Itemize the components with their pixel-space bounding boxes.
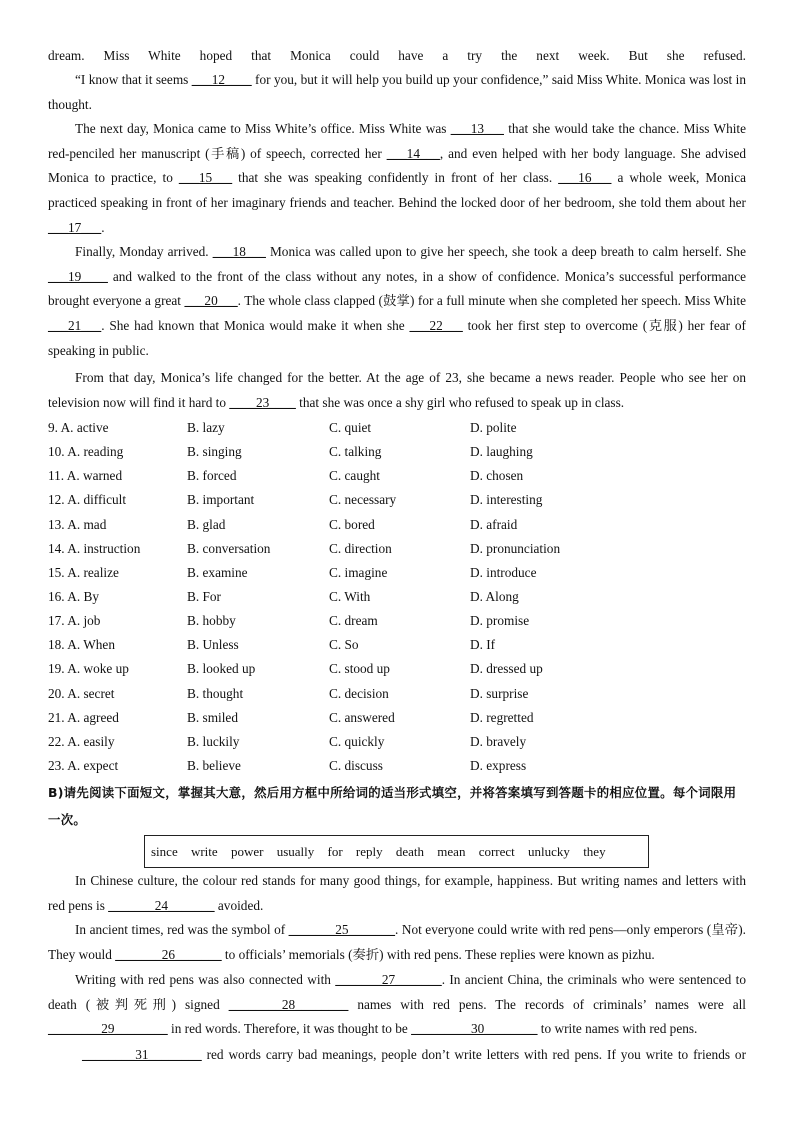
text: . She had known that Monica would make it when she: [101, 318, 410, 334]
blank-23[interactable]: ____23____: [229, 394, 296, 410]
blank-13[interactable]: ___13___: [450, 121, 504, 136]
word-box-item: power: [230, 844, 264, 859]
blank-29[interactable]: ________29________: [48, 1021, 168, 1037]
option-c[interactable]: C. dream: [329, 613, 378, 629]
option-a[interactable]: 14. A. instruction: [48, 540, 141, 556]
option-d[interactable]: D. afraid: [470, 516, 518, 532]
option-c[interactable]: C. decision: [329, 685, 389, 701]
text: and walked to the front of the class without any notes, in a show of confidence. Monica’s successful performance brought everyone a great: [48, 268, 746, 309]
option-a[interactable]: 15. A. realize: [48, 564, 119, 580]
paragraph-1: [48, 68, 746, 117]
option-d[interactable]: D. Along: [470, 588, 519, 604]
option-d[interactable]: D. laughing: [470, 444, 533, 460]
word-box: [144, 835, 649, 868]
blank-31[interactable]: ________31________: [82, 1047, 202, 1062]
option-b[interactable]: B. examine: [187, 564, 248, 580]
option-c[interactable]: C. quickly: [329, 733, 385, 749]
text: avoided.: [214, 897, 264, 913]
option-a[interactable]: 10. A. reading: [48, 444, 124, 460]
option-c[interactable]: C. imagine: [329, 564, 388, 580]
text: The next day, Monica came to Miss White’s office. Miss White was: [75, 121, 451, 136]
word-box-item: mean: [437, 844, 466, 859]
word-box-item: reply: [355, 844, 383, 859]
blank-21[interactable]: ___21___: [48, 318, 102, 334]
option-b[interactable]: B. thought: [187, 685, 244, 701]
option-b[interactable]: B. luckily: [187, 733, 240, 749]
option-c[interactable]: C. With: [329, 588, 371, 604]
text: took her first step to overcome (克服) her fear of speaking in public.: [48, 318, 746, 358]
option-row: [48, 585, 746, 609]
option-c[interactable]: C. caught: [329, 468, 380, 484]
option-d[interactable]: D. express: [470, 757, 527, 773]
option-row: [48, 440, 746, 464]
blank-26[interactable]: _______26_______: [115, 946, 222, 962]
text: names with red pens. The records of criminals’ names were all: [348, 996, 746, 1012]
option-row: [48, 730, 746, 754]
option-c[interactable]: C. bored: [329, 516, 375, 532]
option-row: [48, 537, 746, 561]
text: . The whole class clapped (鼓掌) for a full minute when she completed her speech. Miss White: [237, 293, 746, 309]
option-c[interactable]: C. quiet: [329, 420, 372, 435]
blank-19[interactable]: ___19____: [48, 268, 108, 284]
option-c[interactable]: C. necessary: [329, 492, 397, 508]
option-b[interactable]: B. smiled: [187, 709, 238, 725]
option-row: [48, 633, 746, 657]
text: dream. Miss White hoped that Monica could have a try the next week. But she refused.: [48, 48, 746, 63]
option-a[interactable]: 13. A. mad: [48, 516, 107, 532]
option-row: [48, 488, 746, 512]
text: to officials’ memorials (奏折) with red pens. These replies were known as pizhu.: [221, 946, 655, 962]
option-a[interactable]: 23. A. expect: [48, 757, 119, 773]
option-b[interactable]: B. important: [187, 492, 255, 508]
option-row: [48, 657, 746, 681]
blank-27[interactable]: _______27_______: [335, 972, 442, 987]
option-d[interactable]: D. chosen: [470, 468, 524, 484]
text: a whole week, Monica practiced speaking in front of her imaginary friends and teacher. Behind the locked door of her bedroom, she told them about her: [48, 170, 746, 211]
option-d[interactable]: D. promise: [470, 613, 530, 629]
word-box-item: death: [395, 844, 425, 859]
section-b-instruction: B)请先阅读下面短文，掌握其大意，然后用方框中所给词的适当形式填空，并将答案填写到答题卡的相应位置。每个词限用一次。: [48, 785, 737, 827]
text: .: [101, 219, 105, 235]
blank-15[interactable]: ___15___: [178, 170, 233, 186]
text: in red words. Therefore, it was thought to be: [167, 1021, 412, 1037]
option-a[interactable]: 11. A. warned: [48, 468, 123, 484]
text: . Not everyone could write with red pens—only emperors (皇帝). They would: [48, 922, 747, 962]
blank-20[interactable]: ___20___: [184, 293, 238, 309]
option-row: [48, 416, 746, 440]
text: Writing with red pens was also connected with: [75, 972, 336, 987]
paragraph-b-1: [48, 869, 746, 918]
options-list: [48, 416, 746, 778]
option-d[interactable]: D. If: [470, 637, 496, 653]
paragraph-4: [48, 366, 746, 415]
option-a[interactable]: 12. A. difficult: [48, 492, 127, 508]
text: that she was speaking confidently in front of her class.: [232, 170, 559, 186]
option-a[interactable]: 21. A. agreed: [48, 709, 119, 725]
option-d[interactable]: D. surprise: [470, 685, 529, 701]
text: From that day, Monica’s life changed for the better. At the age of 23, she became a news reader. People who see her on television now will find it hard to: [48, 370, 746, 410]
option-row: [48, 754, 746, 778]
option-row: [48, 561, 746, 585]
option-a[interactable]: 19. A. woke up: [48, 661, 129, 677]
text: that she would take the chance. Miss White red-penciled her manuscript (手稿) of speech, corrected her: [48, 121, 747, 161]
blank-18[interactable]: ___18___: [212, 244, 266, 259]
option-b[interactable]: B. lazy: [187, 420, 225, 435]
text: red words carry bad meanings, people don’t write letters with red pens. If you write to friends or: [201, 1047, 746, 1062]
option-a[interactable]: 16. A. By: [48, 588, 99, 604]
option-d[interactable]: D. dressed up: [470, 661, 543, 677]
option-c[interactable]: C. answered: [329, 709, 395, 725]
option-c[interactable]: C. stood up: [329, 661, 390, 677]
word-box-item: write: [190, 844, 218, 859]
paragraph-0: [48, 44, 746, 69]
blank-30[interactable]: _________30________: [411, 1021, 538, 1037]
text: “I know that it seems: [75, 72, 192, 87]
blank-16[interactable]: ___16___: [558, 170, 612, 186]
paragraph-b-4: [48, 1043, 746, 1068]
option-c[interactable]: C. discuss: [329, 757, 383, 773]
option-b[interactable]: B. forced: [187, 468, 237, 484]
paragraph-2: [48, 117, 746, 241]
blank-17[interactable]: ___17___: [48, 219, 102, 235]
option-a[interactable]: 22. A. easily: [48, 733, 115, 749]
option-b[interactable]: B. conversation: [187, 540, 271, 556]
word-box-item: for: [327, 844, 343, 859]
blank-28[interactable]: ________28________: [228, 996, 349, 1012]
option-b[interactable]: B. glad: [187, 516, 226, 532]
option-d[interactable]: D. regretted: [470, 709, 534, 725]
option-b[interactable]: B. singing: [187, 444, 242, 460]
option-b[interactable]: B. Unless: [187, 637, 239, 653]
word-box-item: correct: [478, 844, 515, 859]
option-b[interactable]: B. hobby: [187, 613, 236, 629]
word-box-item: unlucky: [528, 844, 570, 859]
blank-24[interactable]: _______24_______: [108, 897, 215, 913]
option-c[interactable]: C. direction: [329, 540, 392, 556]
blank-12[interactable]: ___12____: [191, 72, 252, 87]
option-d[interactable]: D. pronunciation: [470, 540, 561, 556]
option-b[interactable]: B. looked up: [187, 661, 256, 677]
paragraph-3: [48, 240, 746, 364]
option-d[interactable]: D. interesting: [470, 492, 543, 508]
text: for you, but it will help you build up your confidence,” said Miss White. Monica was lost in thought.: [48, 72, 747, 112]
text: , and even helped with her body language. She advised Monica to practice, to: [48, 145, 747, 186]
text: to write names with red pens.: [537, 1021, 698, 1037]
text: Finally, Monday arrived.: [75, 244, 213, 259]
word-box-item: usually: [276, 844, 315, 859]
blank-14[interactable]: ___14___: [386, 145, 440, 161]
text: that she was once a shy girl who refused to speak up in class.: [295, 394, 625, 410]
option-d[interactable]: D. polite: [470, 420, 517, 435]
option-a[interactable]: 9. A. active: [48, 420, 109, 435]
text: Monica was called upon to give her speech, she took a deep breath to calm herself. She: [265, 244, 746, 259]
text: . In ancient China, the criminals who were sentenced to death (被判死刑) signed: [48, 972, 746, 1012]
option-d[interactable]: D. introduce: [470, 564, 537, 580]
option-row: [48, 682, 746, 706]
paragraph-b-2: [48, 918, 746, 967]
text: In ancient times, red was the symbol of: [75, 922, 289, 937]
option-a[interactable]: 20. A. secret: [48, 685, 115, 701]
option-b[interactable]: B. believe: [187, 757, 241, 773]
blank-25[interactable]: _______25_______: [288, 922, 396, 937]
option-a[interactable]: 17. A. job: [48, 613, 101, 629]
option-c[interactable]: C. So: [329, 637, 359, 653]
word-box-item: they: [583, 844, 606, 859]
option-row: [48, 513, 746, 537]
blank-22[interactable]: ___22___: [409, 318, 463, 334]
option-a[interactable]: 18. A. When: [48, 637, 115, 653]
word-box-item: since: [151, 844, 178, 859]
option-c[interactable]: C. talking: [329, 444, 382, 460]
option-d[interactable]: D. bravely: [470, 733, 527, 749]
option-row: [48, 706, 746, 730]
paragraph-b-3: [48, 968, 746, 1042]
text: In Chinese culture, the colour red stands for many good things, for example, happiness. But writing names and letters with red pens is: [48, 873, 746, 913]
option-row: [48, 464, 746, 488]
option-b[interactable]: B. For: [187, 588, 221, 604]
option-row: [48, 609, 746, 633]
